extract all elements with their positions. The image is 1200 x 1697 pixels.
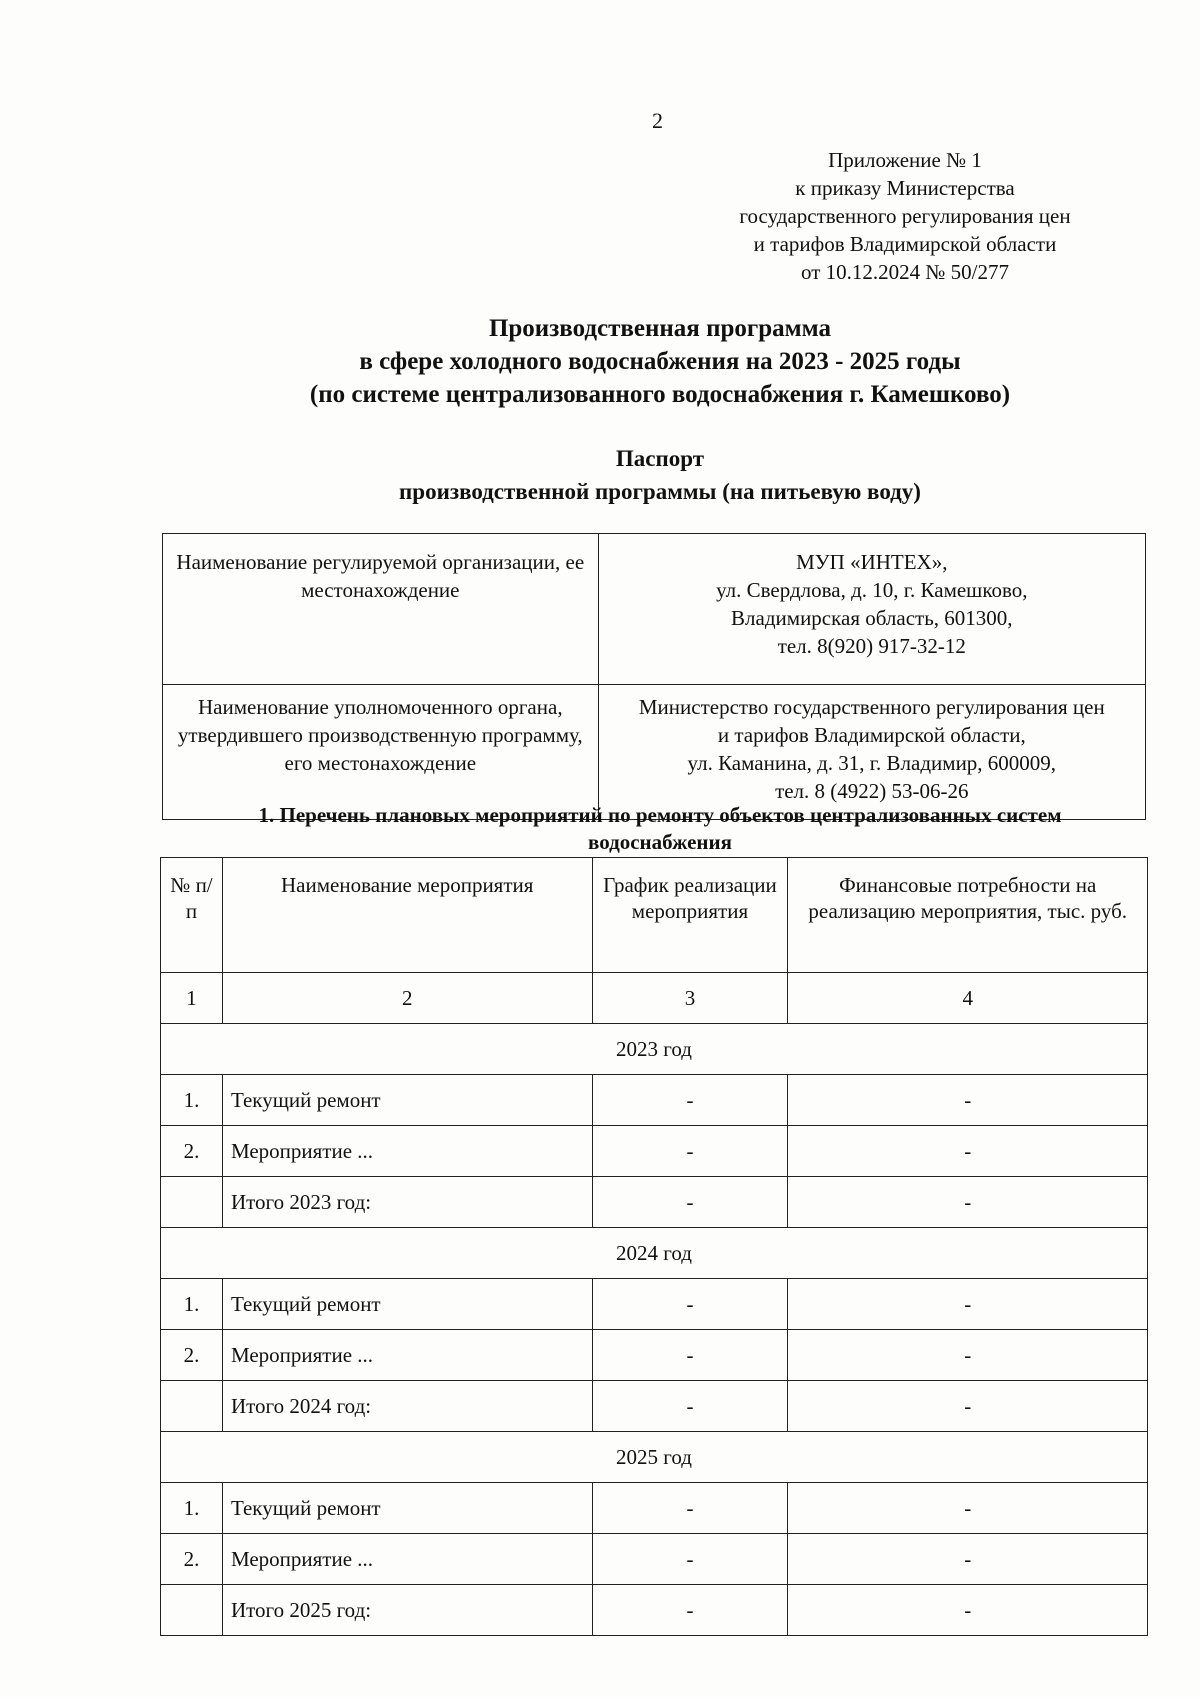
- schedule-cell: -: [592, 1330, 788, 1381]
- year-label: 2023 год: [161, 1024, 1148, 1075]
- year-label: 2025 год: [161, 1432, 1148, 1483]
- measure-name: Текущий ремонт: [222, 1075, 592, 1126]
- passport-title: [160, 442, 1160, 508]
- schedule-cell: -: [592, 1381, 788, 1432]
- header-cell: Финансовые потребности на реализацию мероприятия, тыс. руб.: [788, 858, 1148, 973]
- schedule-cell: -: [592, 1534, 788, 1585]
- finance-cell: -: [788, 1483, 1148, 1534]
- schedule-cell: -: [592, 1483, 788, 1534]
- total-row: [161, 1585, 1148, 1636]
- finance-cell: -: [788, 1177, 1148, 1228]
- finance-cell: -: [788, 1381, 1148, 1432]
- passport-value-line: тел. 8(920) 917-32-12: [777, 634, 966, 658]
- schedule-cell: -: [592, 1126, 788, 1177]
- section-heading-line: 1. Перечень плановых мероприятий по ремонту объектов централизованных систем: [258, 803, 1062, 827]
- appendix-line: Приложение № 1: [828, 148, 982, 172]
- passport-value-line: ул. Свердлова, д. 10, г. Камешково,: [716, 578, 1028, 602]
- row-number: 1.: [161, 1279, 223, 1330]
- total-label: Итого 2024 год:: [222, 1381, 592, 1432]
- total-label: Итого 2025 год:: [222, 1585, 592, 1636]
- passport-value-line: МУП «ИНТЕХ»,: [796, 550, 948, 574]
- schedule-cell: -: [592, 1075, 788, 1126]
- passport-label: Наименование регулируемой организации, ее местонахождение: [163, 534, 599, 685]
- section-heading-line: водоснабжения: [588, 830, 732, 854]
- schedule-cell: -: [592, 1585, 788, 1636]
- title-line: в сфере холодного водоснабжения на 2023 - 2025 годы: [359, 348, 961, 375]
- appendix-line: и тарифов Владимирской области: [753, 232, 1057, 256]
- total-row: [161, 1177, 1148, 1228]
- header-cell: Наименование мероприятия: [222, 858, 592, 973]
- passport-row: [163, 685, 1146, 820]
- table-row: [161, 1075, 1148, 1126]
- table-row: [161, 1126, 1148, 1177]
- row-number: [161, 1177, 223, 1228]
- table-row: [161, 1330, 1148, 1381]
- table-row: [161, 1483, 1148, 1534]
- row-number: 1.: [161, 1483, 223, 1534]
- finance-cell: -: [788, 1075, 1148, 1126]
- passport-value-line: и тарифов Владимирской области,: [717, 723, 1026, 747]
- appendix-line: государственного регулирования цен: [739, 204, 1071, 228]
- finance-cell: -: [788, 1279, 1148, 1330]
- finance-cell: -: [788, 1534, 1148, 1585]
- page-number: 2: [652, 108, 663, 133]
- appendix-line: от 10.12.2024 № 50/277: [800, 260, 1010, 284]
- year-row: [161, 1432, 1148, 1483]
- appendix-line: к приказу Министерства: [795, 176, 1015, 200]
- row-number: 1.: [161, 1075, 223, 1126]
- table-row: [161, 1534, 1148, 1585]
- finance-cell: -: [788, 1126, 1148, 1177]
- total-row: [161, 1381, 1148, 1432]
- title-line: Производственная программа: [488, 315, 832, 342]
- passport-value-line: Владимирская область, 601300,: [731, 606, 1013, 630]
- measure-name: Текущий ремонт: [222, 1483, 592, 1534]
- passport-table: [162, 533, 1146, 820]
- table-row: [161, 1279, 1148, 1330]
- column-number: 3: [592, 973, 788, 1024]
- column-number-row: [161, 973, 1148, 1024]
- measures-table: [160, 857, 1148, 1636]
- title-line: (по системе централизованного водоснабжения г. Камешково): [309, 381, 1011, 408]
- column-number: 2: [222, 973, 592, 1024]
- year-label: 2024 год: [161, 1228, 1148, 1279]
- passport-row: [163, 534, 1146, 685]
- passport-label: Наименование уполномоченного органа, утвердившего производственную программу, его местонахождение: [163, 685, 599, 820]
- section-heading: [160, 802, 1160, 856]
- column-number: 4: [788, 973, 1148, 1024]
- passport-title-line: производственной программы (на питьевую воду): [399, 479, 921, 504]
- year-row: [161, 1228, 1148, 1279]
- document-title: [160, 312, 1160, 411]
- table-header-row: [161, 858, 1148, 973]
- measure-name: Мероприятие ...: [222, 1534, 592, 1585]
- passport-value-line: тел. 8 (4922) 53-06-26: [775, 779, 969, 803]
- header-cell: № п/п: [161, 858, 223, 973]
- passport-title-line: Паспорт: [615, 446, 705, 471]
- header-cell: График реализации мероприятия: [592, 858, 788, 973]
- passport-value: [598, 534, 1145, 685]
- finance-cell: -: [788, 1330, 1148, 1381]
- column-number: 1: [161, 973, 223, 1024]
- row-number: 2.: [161, 1126, 223, 1177]
- measure-name: Мероприятие ...: [222, 1330, 592, 1381]
- schedule-cell: -: [592, 1279, 788, 1330]
- row-number: 2.: [161, 1330, 223, 1381]
- appendix-block: [700, 146, 1110, 286]
- row-number: 2.: [161, 1534, 223, 1585]
- measure-name: Текущий ремонт: [222, 1279, 592, 1330]
- passport-value-line: ул. Каманина, д. 31, г. Владимир, 600009,: [687, 751, 1057, 775]
- row-number: [161, 1381, 223, 1432]
- row-number: [161, 1585, 223, 1636]
- passport-value-line: Министерство государственного регулирования цен: [638, 695, 1105, 719]
- total-label: Итого 2023 год:: [222, 1177, 592, 1228]
- passport-value: [598, 685, 1145, 820]
- finance-cell: -: [788, 1585, 1148, 1636]
- measure-name: Мероприятие ...: [222, 1126, 592, 1177]
- schedule-cell: -: [592, 1177, 788, 1228]
- year-row: [161, 1024, 1148, 1075]
